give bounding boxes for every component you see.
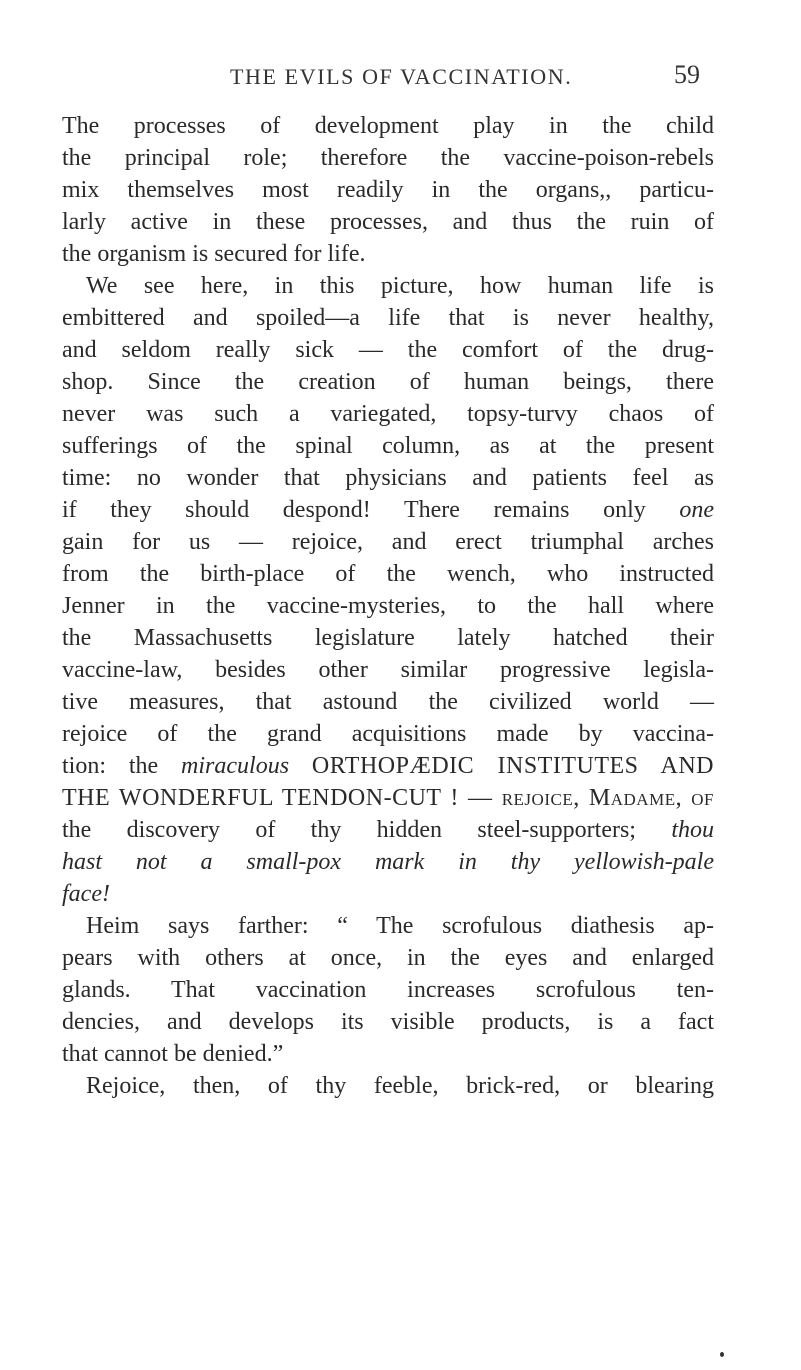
small-caps-text: ORTHOPÆDIC INSTITUTES AND [311, 753, 715, 779]
text-line: glands. That vaccination increases scrofulous ten- [62, 977, 714, 1003]
text-segment: if they should despond! There remains only [62, 497, 646, 523]
text-line: We see here, in this picture, how human life is [86, 273, 714, 299]
text-line: THE WONDERFUL TENDON-CUT ! — rejoice, Madame, of [62, 785, 714, 811]
text-line: larly active in these processes, and thus the ruin of [62, 209, 714, 235]
text-line: rejoice of the grand acquisitions made by vaccina- [62, 721, 714, 747]
text-line: embittered and spoiled—a life that is never healthy, [62, 305, 714, 331]
text-line: dencies, and develops its visible products, is a fact [62, 1009, 714, 1035]
italic-text: thou [671, 817, 715, 843]
text-line: that cannot be denied.” [62, 1041, 284, 1067]
page-number: 59 [674, 60, 700, 89]
text-line: the organism is secured for life. [62, 241, 366, 267]
text-line: from the birth-place of the wench, who instructed [62, 561, 714, 587]
text-line: Rejoice, then, of thy feeble, brick-red, or blearing [86, 1073, 714, 1099]
text-line: mix themselves most readily in the organs,, particu- [62, 177, 714, 203]
text-line: sufferings of the spinal column, as at the present [62, 433, 714, 459]
text-line: never was such a variegated, topsy-turvy chaos of [62, 401, 714, 427]
text-line: the Massachusetts legislature lately hatched their [62, 625, 714, 651]
ink-speck [720, 1352, 724, 1357]
running-title: THE EVILS OF VACCINATION. [230, 64, 573, 89]
body-text [62, 110, 714, 1102]
text-line: time: no wonder that physicians and patients feel as [62, 465, 714, 491]
text-line: tive measures, that astound the civilized world — [62, 689, 714, 715]
text-line: Heim says farther: “ The scrofulous diathesis ap- [86, 913, 714, 939]
text-line [62, 750, 714, 782]
text-line [62, 494, 714, 526]
text-line: and seldom really sick — the comfort of the drug- [62, 337, 714, 363]
page-header [180, 60, 700, 100]
text-line: face! [62, 881, 110, 907]
text-line: vaccine-law, besides other similar progressive legisla- [62, 657, 714, 683]
text-line: pears with others at once, in the eyes and enlarged [62, 945, 714, 971]
text-line [62, 814, 714, 846]
text-line: gain for us — rejoice, and erect triumphal arches [62, 529, 714, 555]
text-line: Jenner in the vaccine-mysteries, to the hall where [62, 593, 714, 619]
text-segment: tion: the [62, 753, 159, 779]
text-segment: the discovery of thy hidden steel-supporters; [62, 817, 636, 843]
text-line: hast not a small-pox mark in thy yellowish-pale [62, 849, 714, 875]
italic-text: one [679, 497, 715, 523]
italic-text: miraculous [181, 753, 290, 779]
text-line: the principal role; therefore the vaccine-poison-rebels [62, 145, 714, 171]
text-line: The processes of development play in the child [62, 113, 714, 139]
text-line: shop. Since the creation of human beings, there [62, 369, 714, 395]
